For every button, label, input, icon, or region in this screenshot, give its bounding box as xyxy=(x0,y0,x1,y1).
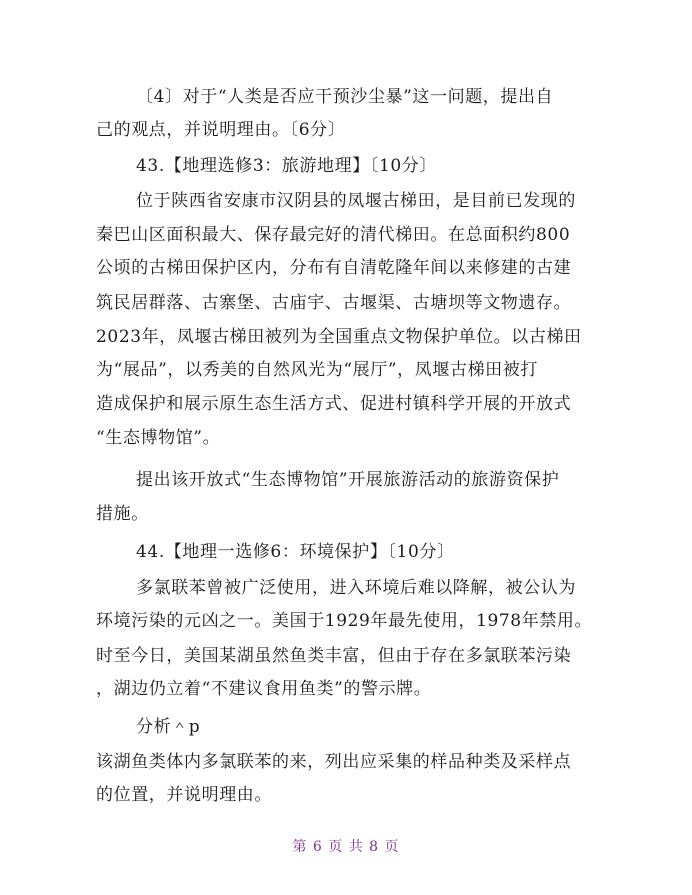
question-43-prompt-line-2: 措施。 xyxy=(96,504,149,524)
question-43-paragraph-line-7: 造成保护和展示原生态生活方式、促进村镇科学开展的开放式 xyxy=(96,394,572,414)
page-number-footer: 第 6 页 共 8 页 xyxy=(292,839,400,855)
question-44-paragraph-line-2: 环境污染的元凶之一。美国于1929年最先使用，1978年禁用。 xyxy=(96,611,593,631)
question-43-paragraph-line-3: 公顷的古梯田保护区内，分布有自清乾隆年间以来修建的古建 xyxy=(96,258,572,278)
question-44-heading: 44.【地理一选修6：环境保护】〔10分〕 xyxy=(136,542,455,562)
question-44-prompt-line-2: 的位置，并说明理由。 xyxy=(96,785,272,805)
question-43-paragraph-line-6: 为“展品”，以秀美的自然风光为“展厅”，凤堰古梯田被打 xyxy=(96,360,538,380)
question-44-analysis-label: 分析＾p xyxy=(136,717,201,737)
question-44-paragraph-line-4: ，湖边仍立着“不建议食用鱼类”的警示牌。 xyxy=(96,679,432,699)
question-44-paragraph-line-1: 多氯联苯曾被广泛使用，进入环境后难以降解，被公认为 xyxy=(136,578,576,598)
question-43-paragraph-line-8: “生态博物馆”。 xyxy=(96,428,221,448)
question-43-paragraph-line-2: 秦巴山区面积最大、保存最完好的清代梯田。在总面积约800 xyxy=(96,225,571,245)
question-43-paragraph-line-1: 位于陕西省安康市汉阴县的凤堰古梯田，是目前已发现的 xyxy=(136,191,576,211)
question-44-paragraph-line-3: 时至今日，美国某湖虽然鱼类丰富，但由于存在多氯联苯污染 xyxy=(96,646,572,666)
question-43-prompt-line-1: 提出该开放式“生态博物馆”开展旅游活动的旅游资保护 xyxy=(136,470,560,490)
question-43-heading: 43.【地理选修3：旅游地理】〔10分〕 xyxy=(136,156,437,176)
question-4-line-2: 己的观点，并说明理由。〔6分〕 xyxy=(96,120,346,140)
question-43-paragraph-line-4: 筑民居群落、古寨堡、古庙宇、古堰渠、古塘坝等文物遗存。 xyxy=(96,293,572,313)
question-44-prompt-line-1: 该湖鱼类体内多氯联苯的来，列出应采集的样品种类及采样点 xyxy=(96,752,572,772)
question-43-paragraph-line-5: 2023年，凤堰古梯田被列为全国重点文物保护单位。以古梯田 xyxy=(96,327,582,347)
question-4-line-1: 〔4〕对于“人类是否应干预沙尘暴”这一问题，提出自 xyxy=(136,87,554,107)
